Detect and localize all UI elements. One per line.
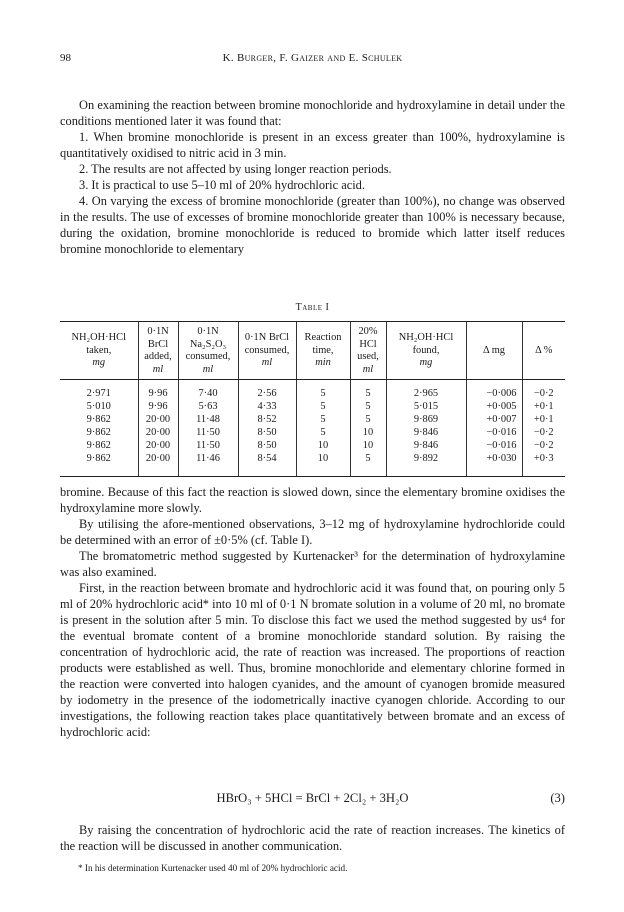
finding-item-2: 2. The results are not affected by using longer reaction periods. (79, 162, 392, 176)
col-header-brcl-added: 0·1N BrCl added, ml (138, 322, 178, 380)
paragraph-bromatometric: The bromatometric method suggested by Kurtenacker³ for the determination of hydroxylamine was also examined. (60, 549, 565, 579)
paragraph-error: By utilising the afore-mentioned observations, 3–12 mg of hydroxylamine hydrochloride could be determined with an error of ±0·5% (cf. Table I). (60, 517, 565, 547)
col-header-delta-mg: Δ mg (466, 322, 522, 380)
table-row: 9·862 20·00 11·46 8·54 10 5 9·892 +0·030 +0·3 (60, 453, 565, 477)
discussion-section (60, 484, 565, 740)
continued-paragraph: bromine. Because of this fact the reaction is slowed down, since the elementary bromine oxidises the hydroxylamine more slowly. (60, 485, 565, 515)
table-row: 9·862 20·00 11·50 8·50 10 10 9·846 −0·016 −0·2 (60, 440, 565, 453)
footnote: * In his determination Kurtenacker used 40 ml of 20% hydrochloric acid. (78, 863, 348, 873)
col-header-delta-pct: Δ % (522, 322, 565, 380)
closing-paragraph: By raising the concentration of hydrochloric acid the rate of reaction increases. The kinetics of the reaction will be discussed in another communication. (60, 823, 565, 853)
table-row: 9·862 20·00 11·50 8·50 5 10 9·846 −0·016 −0·2 (60, 427, 565, 440)
equation-formula: HBrO₃ + 5HCl = BrCl + 2Cl₂ + 3H₂O (216, 791, 409, 805)
intro-section (60, 97, 565, 257)
running-title: K. Burger, F. Gaizer and E. Schulek (222, 52, 403, 64)
equation-number: (3) (550, 791, 565, 805)
col-header-brcl-consumed: 0·1N BrCl consumed, ml (238, 322, 296, 380)
table-caption: Table I (295, 302, 330, 313)
intro-lead: On examining the reaction between bromine monochloride and hydroxylamine in detail under the conditions mentioned later it was found that: (60, 98, 565, 128)
page-number: 98 (60, 52, 71, 64)
table-header-row (60, 322, 565, 380)
table-row: 5·010 9·96 5·63 4·33 5 5 5·015 +0·005 +0·1 (60, 401, 565, 414)
finding-item-4: 4. On varying the excess of bromine monochloride (greater than 100%), no change was observed in the results. The use of excesses of bromine monochloride greater than 100% is necessary because, during the oxidation, bromine monochloride is reduced to bromide which latter itself reduces bromine monochloride to elementary (60, 194, 565, 256)
running-header (60, 52, 565, 68)
table-row: 2·971 9·96 7·40 2·56 5 5 2·965 −0·006 −0·2 (60, 380, 565, 402)
table-row: 9·862 20·00 11·48 8·52 5 5 9·869 +0·007 +0·1 (60, 414, 565, 427)
finding-item-3: 3. It is practical to use 5–10 ml of 20% hydrochloric acid. (79, 178, 365, 192)
finding-item-1: 1. When bromine monochloride is present in an excess greater than 100%, hydroxylamine is quantitatively oxidised to nitric acid in 3 min. (60, 130, 565, 160)
col-header-hcl-used: 20% HCl used, ml (350, 322, 386, 380)
equation-3 (60, 791, 565, 809)
col-header-taken: NH₂OH·HCl taken, mg (60, 322, 138, 380)
results-table (60, 321, 565, 477)
col-header-thiosulfate: 0·1N Na₂S₂O₃ consumed, ml (178, 322, 238, 380)
col-header-found: NH₂OH·HCl found, mg (386, 322, 466, 380)
col-header-reaction-time: Reaction time, min (296, 322, 350, 380)
paragraph-bromate-reaction: First, in the reaction between bromate and hydrochloric acid it was found that, on pouring only 5 ml of 20% hydrochloric acid* into 10 ml of 0·1 N bromate solution in a volume of 20 ml, no bromate is present in the solution after 5 min. To disclose this fact we used the method suggested by us⁴ for the eventual bromate content of a bromine monochloride standard solution. By raising the concentration of hydrochloric acid, the rate of reaction was increased. The proportions of reaction products were established as well. Thus, bromine monochloride and elementary chlorine formed in the reaction were converted into halogen cyanides, and the amount of cyanogen bromide measured by iodometry in the presence of the iodometrically inactive cyanogen chloride. According to our investigations, the following reaction takes place quantitatively between bromate and an excess of hydrochloric acid: (60, 581, 565, 739)
closing-section (60, 822, 565, 854)
